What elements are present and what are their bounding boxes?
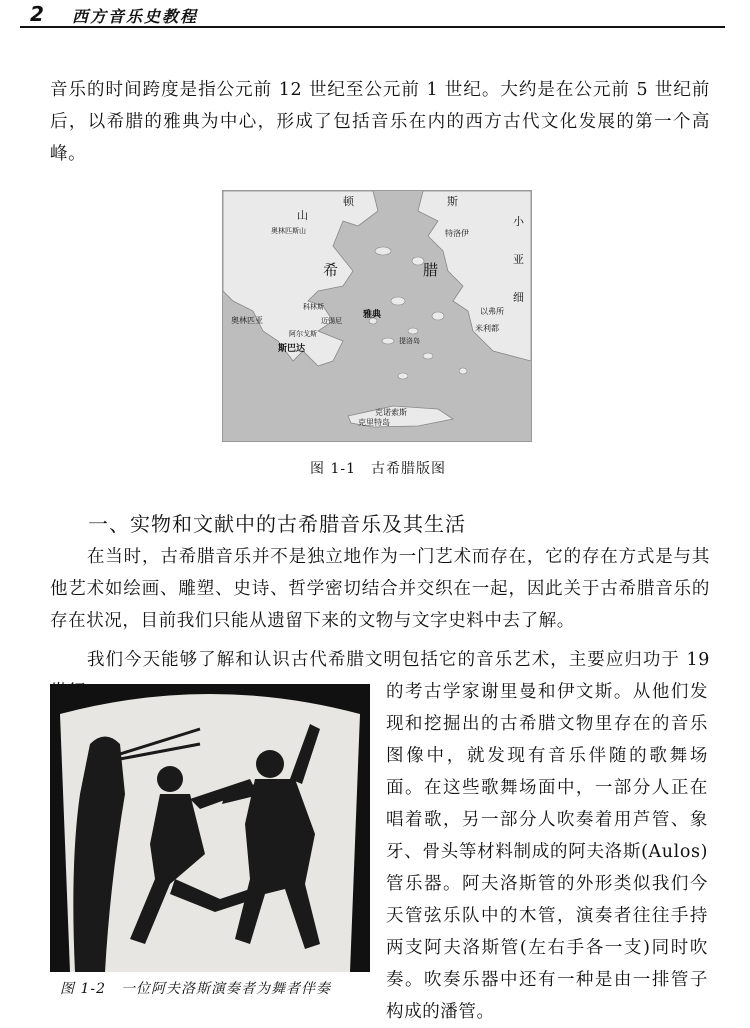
map-label-athens: 雅典 [363, 310, 382, 320]
vase-svg [50, 684, 370, 972]
page-number: 2 [30, 2, 44, 26]
body-paragraph-2-start: 我们今天能够了解和认识古代希腊文明包括它的音乐艺术，主要应归功于 19 [87, 650, 710, 670]
map-label-dun: 顿 [343, 195, 354, 208]
map-label-mycenae: 迈锡尼 [321, 317, 342, 325]
map-label-miletus: 米利都 [475, 324, 499, 333]
section-title: 一、实物和文献中的古希腊音乐及其生活 [88, 512, 466, 536]
map-label-delos: 提洛岛 [399, 337, 420, 345]
header-rule [20, 26, 725, 28]
map-label-troy: 特洛伊 [445, 229, 469, 238]
map-label-corinth: 科林斯 [303, 303, 324, 311]
figure2-caption: 图 1-2 一位阿夫洛斯演奏者为舞者伴奏 [60, 981, 331, 997]
map-svg [223, 191, 531, 441]
map-label-olympus: 奥林匹斯山 [271, 227, 306, 235]
map-label-crete: 克里特岛 [358, 418, 390, 427]
aulos-player-vase-image [50, 684, 370, 972]
map-label-argos: 阿尔戈斯 [289, 330, 317, 338]
book-title: 西方音乐史教程 [72, 7, 199, 26]
map-label-xi: 希 [323, 261, 339, 279]
map-label-la: 腊 [423, 261, 439, 279]
map-label-xiao: 小 [513, 215, 524, 228]
intro-paragraph: 音乐的时间跨度是指公元前 12 世纪至公元前 1 世纪。大约是在公元前 5 世纪前后，以希腊的雅典为中心，形成了包括音乐在内的西方古代文化发展的第一个高峰。 [50, 80, 710, 164]
running-header [20, 0, 720, 28]
map-label-xi2: 细 [513, 291, 524, 304]
map-label-sparta: 斯巴达 [278, 344, 306, 354]
body-paragraph-1: 在当时，古希腊音乐并不是独立地作为一门艺术而存在，它的存在方式是与其他艺术如绘画、雕塑、史诗、哲学密切结合并交织在一起，因此关于古希腊音乐的存在状况，目前我们只能从遗留下来的文物与文字史料中去了解。 [50, 547, 710, 631]
map-label-knossos: 克诺索斯 [375, 408, 407, 417]
body-paragraph-2-continued: 的考古学家谢里曼和伊文斯。从他们发现和挖掘出的古希腊文物里存在的音乐图像中，就发现有音乐伴随的歌舞场面。在这些歌舞场面中，一部分人正在唱着歌，另一部分人吹奏着用芦管、象牙、骨头等材料制成的阿夫洛斯(Aulos)管乐器。阿夫洛斯管的外形类似我们今天管弦乐队中的木管，演奏者往往手持两支阿夫洛斯管(左右手各一支)同时吹奏。吹奏乐器中还有一种是由一排管子构成的潘管。 [386, 682, 708, 1022]
ancient-greece-map [222, 190, 532, 442]
map-label-ya: 亚 [513, 253, 524, 266]
map-label-shan: 山 [297, 209, 308, 222]
figure1-caption: 图 1-1 古希腊版图 [310, 461, 446, 477]
map-label-si: 斯 [447, 195, 458, 208]
map-label-ephesus: 以弗所 [480, 307, 504, 316]
map-label-olympia: 奥林匹亚 [231, 316, 263, 325]
